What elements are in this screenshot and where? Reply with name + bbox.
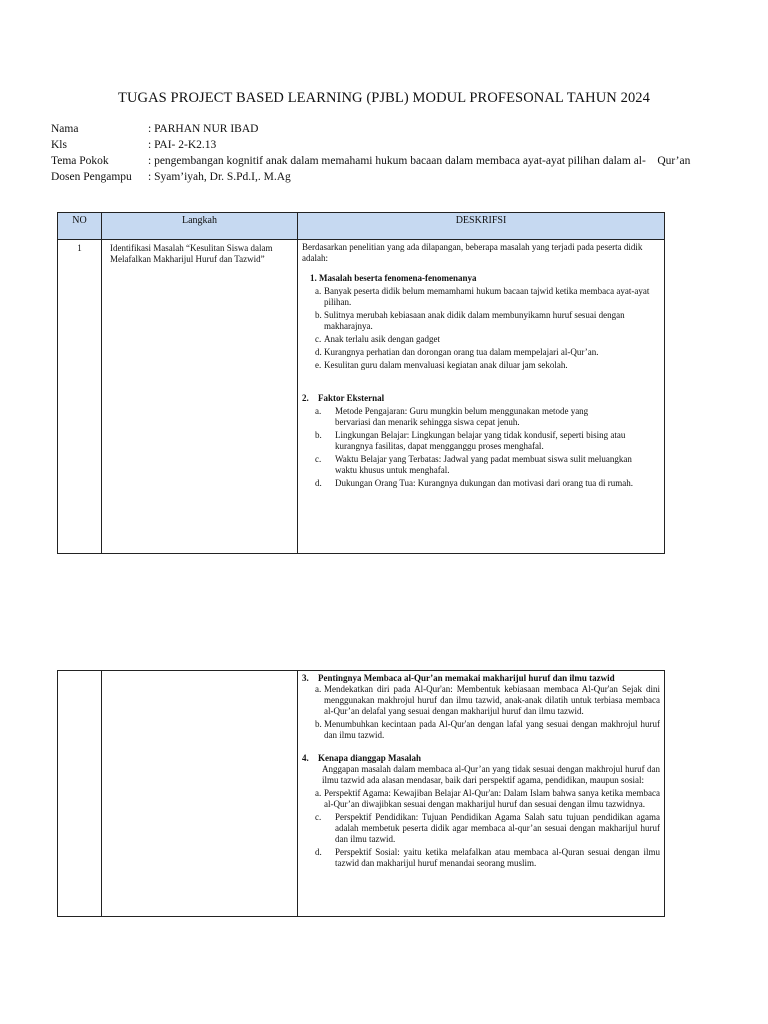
document-title: TUGAS PROJECT BASED LEARNING (PJBL) MODUL PROFESONAL TAHUN 2024 xyxy=(117,90,650,106)
list-item: a. Mendekatkan diri pada Al-Qur'an: Membentuk kebiasaan membaca Al-Qur'an Sejak dini menggunakan makhrojul huruf dan ilmu tazwid, anak-anak dilatih untuk terbiasa membaca al-Qur’an delafal yang sesuai dengan makharijul huruf dan ilmu tazwid. xyxy=(315,684,660,716)
list-item: d. Perspektif Sosial: yaitu ketika melafalkan atau membaca al-Quran sesuai dengan ilmu tazwid dan makharijul huruf menandai seorang muslim. xyxy=(315,847,660,868)
section-heading: 4. Kenapa dianggap Masalah xyxy=(302,753,422,763)
info-value: : PAI- 2-K2.13 xyxy=(148,139,217,151)
list-item: c. Anak terlalu asik dengan gadget xyxy=(315,334,440,344)
table-header-row xyxy=(58,213,665,240)
project-table-part-1 xyxy=(57,212,665,554)
row-langkah xyxy=(102,671,298,917)
info-label: Kls xyxy=(51,139,67,151)
list-item: a. Perspektif Agama: Kewajiban Belajar Al-Qur'an: Dalam Islam bahwa sanya ketika membaca al-Qur’an diwajibkan sesuai dengan makharijul huruf dan sesuai dengan ilmu tazwidnya. xyxy=(315,788,660,809)
list-item: a. Banyak peserta didik belum memamhami hukum bacaan tajwid ketika membaca ayat-ayat pilihan. xyxy=(315,286,650,307)
section-heading: 3. Pentingnya Membaca al-Qur’an memakai makharijul huruf dan ilmu tazwid xyxy=(302,673,615,683)
list-item: c. Waktu Belajar yang Terbatas: Jadwal yang padat membuat siswa sulit meluangkan waktu khusus untuk menghafal. xyxy=(315,454,632,475)
table-row xyxy=(58,671,665,917)
list-item: d. Dukungan Orang Tua: Kurangnya dukungan dan motivasi dari orang tua di rumah. xyxy=(315,478,633,488)
info-label: Nama xyxy=(51,123,79,135)
list-item: a. Metode Pengajaran: Guru mungkin belum menggunakan metode yang bervariasi dan menarik sehingga siswa cepat jenuh. xyxy=(315,406,589,427)
table-row xyxy=(58,240,665,554)
section-heading: 1. Masalah beserta fenomena-fenomenanya xyxy=(310,273,477,283)
section-heading: 2. Faktor Eksternal xyxy=(302,393,385,403)
row-number xyxy=(58,671,102,917)
info-row-dosen xyxy=(51,169,690,185)
list-item: c. Perspektif Pendidikan: Tujuan Pendidikan Agama Salah satu tujuan pendidikan agama adalah membetuk peserta didik agar membaca al-qur’an sesuai dengan makharijul huruf dan ilmu tazwid. xyxy=(315,812,660,844)
header-langkah: Langkah xyxy=(102,213,298,240)
list-item: b. Sulitnya merubah kebiasaan anak didik dalam membunyikamn huruf sesuai dengan makharajnya. xyxy=(315,310,625,331)
row-deskripsi xyxy=(298,240,665,554)
header-no: NO xyxy=(58,213,102,240)
desc-intro: Berdasarkan penelitian yang ada dilapangan, beberapa masalah yang terjadi pada peserta didik adalah: xyxy=(302,242,643,263)
info-label: Tema Pokok xyxy=(51,155,109,167)
list-item: d. Kurangnya perhatian dan dorongan orang tua dalam mempelajari al-Qur’an. xyxy=(315,347,599,357)
info-value: : pengembangan kognitif anak dalam memahami hukum bacaan dalam membaca ayat-ayat pilihan dalam al- Qur’an xyxy=(148,155,691,167)
info-label: Dosen Pengampu xyxy=(51,171,132,183)
info-row-tema-pokok xyxy=(51,153,690,169)
info-row-kls xyxy=(51,137,690,153)
info-value: : Syam’iyah, Dr. S.Pd.I,. M.Ag xyxy=(148,171,291,183)
info-row-nama xyxy=(51,121,690,137)
row-langkah: Identifikasi Masalah “Kesulitan Siswa dalam Melafalkan Makharijul Huruf dan Tazwid” xyxy=(102,240,298,554)
list-item: b. Menumbuhkan kecintaan pada Al-Qur'an dengan lafal yang sesuai dengan makhrojul huruf dan ilmu tazwid. xyxy=(315,719,660,740)
list-item: e. Kesulitan guru dalam menvaluasi kegiatan anak diluar jam sekolah. xyxy=(315,360,568,370)
project-table-part-2 xyxy=(57,670,665,917)
list-item: b. Lingkungan Belajar: Lingkungan belajar yang tidak kondusif, seperti bising atau kurangnya fasilitas, dapat mengganggu proses menghafal. xyxy=(315,430,626,451)
row-deskripsi xyxy=(298,671,665,917)
header-deskripsi: DESKRIFSI xyxy=(298,213,665,240)
info-value: : PARHAN NUR IBAD xyxy=(148,123,259,135)
student-info xyxy=(51,121,690,185)
section-intro: Anggapan masalah dalam membaca al-Qur’an yang tidak sesuai dengan makhrojul huruf dan ilmu tazwid ada alasan mendasar, baik dari perspektif agama, pendidikan, maupun sosial: xyxy=(322,764,660,785)
row-number: 1 xyxy=(58,240,102,554)
